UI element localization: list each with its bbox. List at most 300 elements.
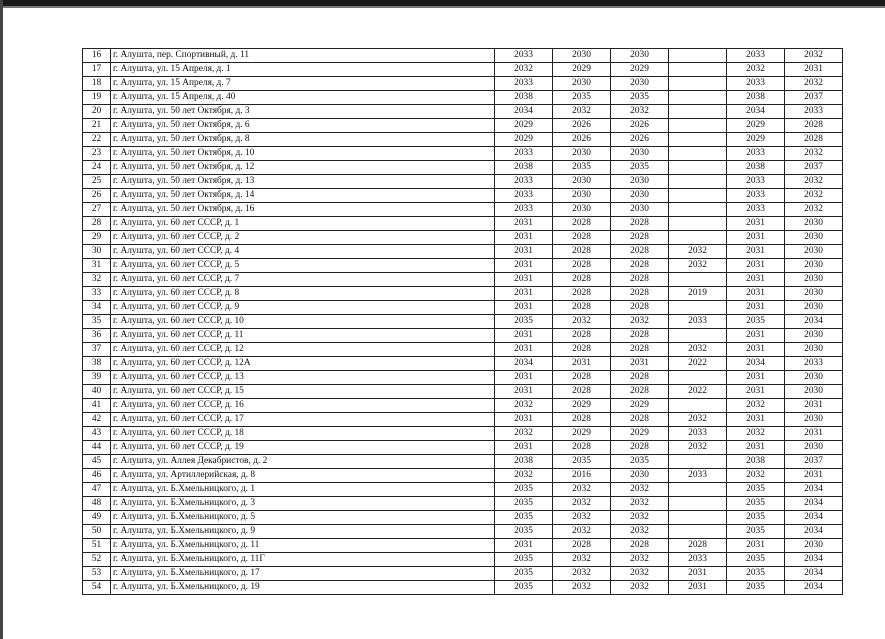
- row-number: 28: [83, 217, 111, 231]
- table-body: [83, 49, 843, 595]
- address-cell: г. Алушта, ул. Б.Хмельницкого, д. 9: [111, 525, 495, 539]
- table-row: [83, 217, 843, 231]
- table-row: [83, 91, 843, 105]
- year-cell: 2028: [785, 119, 843, 133]
- address-cell: г. Алушта, ул. Б.Хмельницкого, д. 5: [111, 511, 495, 525]
- row-number: 27: [83, 203, 111, 217]
- row-number: 32: [83, 273, 111, 287]
- year-cell: [669, 105, 727, 119]
- table-row: [83, 133, 843, 147]
- address-cell: г. Алушта, ул. 60 лет СССР, д. 5: [111, 259, 495, 273]
- year-cell: 2028: [611, 217, 669, 231]
- year-cell: 2029: [727, 133, 785, 147]
- year-cell: 2031: [727, 301, 785, 315]
- year-cell: 2028: [611, 245, 669, 259]
- year-cell: 2035: [553, 455, 611, 469]
- address-cell: г. Алушта, ул. 60 лет СССР, д. 1: [111, 217, 495, 231]
- row-number: 39: [83, 371, 111, 385]
- row-number: 37: [83, 343, 111, 357]
- table-row: [83, 63, 843, 77]
- year-cell: 2030: [553, 189, 611, 203]
- year-cell: 2031: [495, 287, 553, 301]
- year-cell: 2028: [553, 413, 611, 427]
- year-cell: 2035: [611, 161, 669, 175]
- year-cell: 2032: [611, 315, 669, 329]
- row-number: 44: [83, 441, 111, 455]
- address-cell: г. Алушта, ул. 60 лет СССР, д. 18: [111, 427, 495, 441]
- table-row: [83, 553, 843, 567]
- year-cell: 2028: [553, 539, 611, 553]
- year-cell: 2038: [495, 455, 553, 469]
- year-cell: 2028: [611, 259, 669, 273]
- address-cell: г. Алушта, ул. Артиллерийская, д. 8: [111, 469, 495, 483]
- row-number: 43: [83, 427, 111, 441]
- year-cell: 2030: [785, 385, 843, 399]
- year-cell: 2031: [669, 581, 727, 595]
- year-cell: [669, 273, 727, 287]
- address-cell: г. Алушта, ул. 50 лет Октября, д. 8: [111, 133, 495, 147]
- row-number: 22: [83, 133, 111, 147]
- year-cell: 2032: [553, 581, 611, 595]
- year-cell: 2032: [611, 483, 669, 497]
- year-cell: 2029: [611, 63, 669, 77]
- year-cell: 2031: [785, 427, 843, 441]
- year-cell: 2031: [495, 259, 553, 273]
- year-cell: 2032: [553, 525, 611, 539]
- table-row: [83, 497, 843, 511]
- table-row: [83, 399, 843, 413]
- year-cell: 2034: [785, 315, 843, 329]
- year-cell: 2030: [611, 203, 669, 217]
- year-cell: 2031: [495, 343, 553, 357]
- year-cell: 2031: [727, 343, 785, 357]
- year-cell: 2032: [553, 567, 611, 581]
- year-cell: 2030: [785, 287, 843, 301]
- year-cell: 2035: [495, 567, 553, 581]
- year-cell: 2032: [553, 553, 611, 567]
- year-cell: 2028: [553, 301, 611, 315]
- address-cell: г. Алушта, ул. 50 лет Октября, д. 12: [111, 161, 495, 175]
- year-cell: 2031: [785, 63, 843, 77]
- year-cell: 2031: [495, 413, 553, 427]
- year-cell: 2032: [553, 483, 611, 497]
- year-cell: 2032: [727, 427, 785, 441]
- year-cell: 2031: [495, 245, 553, 259]
- year-cell: [669, 49, 727, 63]
- row-number: 31: [83, 259, 111, 273]
- row-number: 49: [83, 511, 111, 525]
- table-row: [83, 329, 843, 343]
- year-cell: 2032: [611, 553, 669, 567]
- year-cell: 2033: [495, 77, 553, 91]
- year-cell: 2030: [785, 539, 843, 553]
- year-cell: 2028: [611, 413, 669, 427]
- year-cell: 2037: [785, 91, 843, 105]
- address-cell: г. Алушта, ул. 60 лет СССР, д. 12: [111, 343, 495, 357]
- year-cell: 2031: [495, 301, 553, 315]
- year-cell: [669, 189, 727, 203]
- table-row: [83, 49, 843, 63]
- address-cell: г. Алушта, ул. 60 лет СССР, д. 12А: [111, 357, 495, 371]
- address-cell: г. Алушта, ул. 50 лет Октября, д. 10: [111, 147, 495, 161]
- year-cell: 2033: [785, 105, 843, 119]
- table-row: [83, 231, 843, 245]
- address-cell: г. Алушта, ул. 15 Апреля, д. 7: [111, 77, 495, 91]
- table-row: [83, 203, 843, 217]
- year-cell: 2030: [785, 301, 843, 315]
- year-cell: 2028: [553, 343, 611, 357]
- year-cell: 2031: [727, 539, 785, 553]
- row-number: 29: [83, 231, 111, 245]
- year-cell: 2032: [611, 525, 669, 539]
- year-cell: 2038: [727, 91, 785, 105]
- year-cell: 2031: [785, 399, 843, 413]
- year-cell: 2032: [727, 399, 785, 413]
- year-cell: 2038: [495, 91, 553, 105]
- year-cell: 2033: [669, 469, 727, 483]
- year-cell: 2037: [785, 455, 843, 469]
- year-cell: 2032: [553, 497, 611, 511]
- year-cell: 2037: [785, 161, 843, 175]
- table-row: [83, 119, 843, 133]
- year-cell: 2030: [785, 371, 843, 385]
- year-cell: [669, 497, 727, 511]
- year-cell: 2032: [785, 147, 843, 161]
- year-cell: 2033: [727, 175, 785, 189]
- address-cell: г. Алушта, ул. 50 лет Октября, д. 6: [111, 119, 495, 133]
- year-cell: 2032: [611, 567, 669, 581]
- year-cell: 2038: [727, 455, 785, 469]
- year-cell: 2033: [785, 357, 843, 371]
- year-cell: 2031: [611, 357, 669, 371]
- year-cell: 2030: [553, 77, 611, 91]
- row-number: 51: [83, 539, 111, 553]
- table-row: [83, 371, 843, 385]
- row-number: 16: [83, 49, 111, 63]
- address-cell: г. Алушта, ул. Б.Хмельницкого, д. 11Г: [111, 553, 495, 567]
- year-cell: [669, 217, 727, 231]
- row-number: 34: [83, 301, 111, 315]
- year-cell: 2031: [495, 217, 553, 231]
- year-cell: 2032: [785, 175, 843, 189]
- row-number: 26: [83, 189, 111, 203]
- address-cell: г. Алушта, ул. 60 лет СССР, д. 9: [111, 301, 495, 315]
- year-cell: 2033: [669, 315, 727, 329]
- year-cell: 2032: [669, 441, 727, 455]
- row-number: 19: [83, 91, 111, 105]
- table-row: [83, 175, 843, 189]
- year-cell: 2034: [785, 567, 843, 581]
- table-row: [83, 245, 843, 259]
- address-cell: г. Алушта, ул. 50 лет Октября, д. 14: [111, 189, 495, 203]
- year-cell: 2033: [727, 203, 785, 217]
- year-cell: 2028: [553, 245, 611, 259]
- year-cell: 2030: [553, 175, 611, 189]
- row-number: 30: [83, 245, 111, 259]
- table-row: [83, 581, 843, 595]
- year-cell: [669, 511, 727, 525]
- year-cell: 2032: [553, 105, 611, 119]
- scan-edge-shadow: [0, 6, 885, 8]
- year-cell: 2032: [727, 469, 785, 483]
- year-cell: 2035: [495, 525, 553, 539]
- row-number: 38: [83, 357, 111, 371]
- year-cell: 2034: [785, 511, 843, 525]
- year-cell: 2031: [727, 231, 785, 245]
- table-row: [83, 189, 843, 203]
- address-cell: г. Алушта, ул. 60 лет СССР, д. 11: [111, 329, 495, 343]
- year-cell: 2033: [495, 147, 553, 161]
- row-number: 20: [83, 105, 111, 119]
- year-cell: 2028: [553, 273, 611, 287]
- year-cell: 2030: [611, 77, 669, 91]
- year-cell: 2030: [553, 49, 611, 63]
- table-row: [83, 105, 843, 119]
- year-cell: 2034: [785, 483, 843, 497]
- row-number: 17: [83, 63, 111, 77]
- year-cell: 2029: [553, 63, 611, 77]
- year-cell: [669, 301, 727, 315]
- address-cell: г. Алушта, ул. 50 лет Октября, д. 13: [111, 175, 495, 189]
- year-cell: 2032: [669, 259, 727, 273]
- year-cell: [669, 483, 727, 497]
- address-cell: г. Алушта, ул. 60 лет СССР, д. 13: [111, 371, 495, 385]
- year-cell: 2032: [611, 511, 669, 525]
- year-cell: 2032: [669, 343, 727, 357]
- year-cell: 2030: [785, 245, 843, 259]
- table-row: [83, 259, 843, 273]
- year-cell: 2032: [611, 581, 669, 595]
- scan-edge-left: [0, 0, 3, 639]
- year-cell: 2031: [495, 329, 553, 343]
- year-cell: 2030: [785, 441, 843, 455]
- year-cell: 2033: [727, 49, 785, 63]
- year-cell: 2032: [785, 49, 843, 63]
- year-cell: 2032: [611, 105, 669, 119]
- year-cell: [669, 525, 727, 539]
- year-cell: 2028: [611, 273, 669, 287]
- row-number: 24: [83, 161, 111, 175]
- year-cell: 2028: [611, 441, 669, 455]
- year-cell: 2028: [553, 287, 611, 301]
- year-cell: 2022: [669, 357, 727, 371]
- year-cell: 2030: [611, 147, 669, 161]
- year-cell: [669, 455, 727, 469]
- year-cell: 2031: [495, 231, 553, 245]
- address-cell: г. Алушта, ул. 15 Апреля, д. 1: [111, 63, 495, 77]
- year-cell: 2032: [669, 413, 727, 427]
- table-row: [83, 301, 843, 315]
- year-cell: [669, 231, 727, 245]
- year-cell: 2031: [727, 371, 785, 385]
- year-cell: [669, 203, 727, 217]
- year-cell: 2033: [669, 553, 727, 567]
- address-cell: г. Алушта, ул. 60 лет СССР, д. 19: [111, 441, 495, 455]
- year-cell: [669, 91, 727, 105]
- year-cell: 2028: [553, 231, 611, 245]
- table-row: [83, 161, 843, 175]
- year-cell: 2031: [727, 385, 785, 399]
- year-cell: 2034: [495, 105, 553, 119]
- year-cell: 2019: [669, 287, 727, 301]
- year-cell: 2028: [553, 441, 611, 455]
- year-cell: 2031: [495, 441, 553, 455]
- year-cell: 2033: [495, 189, 553, 203]
- table-row: [83, 539, 843, 553]
- year-cell: 2032: [727, 63, 785, 77]
- address-cell: г. Алушта, ул. 60 лет СССР, д. 16: [111, 399, 495, 413]
- year-cell: 2031: [727, 329, 785, 343]
- address-cell: г. Алушта, ул. 60 лет СССР, д. 10: [111, 315, 495, 329]
- year-cell: 2035: [495, 553, 553, 567]
- table-row: [83, 469, 843, 483]
- year-cell: 2031: [727, 273, 785, 287]
- year-cell: 2032: [553, 511, 611, 525]
- year-cell: 2031: [669, 567, 727, 581]
- year-cell: 2030: [785, 413, 843, 427]
- year-cell: [669, 133, 727, 147]
- year-cell: [669, 175, 727, 189]
- housing-schedule-table: [82, 48, 843, 595]
- year-cell: 2035: [727, 483, 785, 497]
- year-cell: 2029: [553, 427, 611, 441]
- address-cell: г. Алушта, ул. 60 лет СССР, д. 17: [111, 413, 495, 427]
- address-cell: г. Алушта, ул. 50 лет Октября, д. 16: [111, 203, 495, 217]
- year-cell: 2034: [727, 357, 785, 371]
- year-cell: 2026: [611, 133, 669, 147]
- year-cell: 2028: [553, 385, 611, 399]
- address-cell: г. Алушта, ул. 60 лет СССР, д. 4: [111, 245, 495, 259]
- year-cell: 2038: [727, 161, 785, 175]
- year-cell: 2029: [611, 399, 669, 413]
- year-cell: 2030: [785, 217, 843, 231]
- year-cell: 2035: [727, 525, 785, 539]
- year-cell: 2033: [495, 49, 553, 63]
- year-cell: 2035: [495, 483, 553, 497]
- year-cell: 2026: [611, 119, 669, 133]
- row-number: 48: [83, 497, 111, 511]
- year-cell: [669, 63, 727, 77]
- year-cell: 2034: [495, 357, 553, 371]
- year-cell: 2031: [785, 469, 843, 483]
- table-row: [83, 511, 843, 525]
- year-cell: 2028: [553, 259, 611, 273]
- table-row: [83, 273, 843, 287]
- year-cell: 2031: [495, 385, 553, 399]
- year-cell: 2032: [495, 469, 553, 483]
- row-number: 50: [83, 525, 111, 539]
- year-cell: 2028: [785, 133, 843, 147]
- year-cell: 2034: [727, 105, 785, 119]
- year-cell: 2031: [495, 539, 553, 553]
- year-cell: 2035: [727, 497, 785, 511]
- year-cell: 2030: [611, 49, 669, 63]
- year-cell: 2034: [785, 497, 843, 511]
- year-cell: 2032: [495, 427, 553, 441]
- year-cell: 2034: [785, 525, 843, 539]
- year-cell: [669, 147, 727, 161]
- year-cell: 2031: [727, 287, 785, 301]
- year-cell: 2032: [785, 77, 843, 91]
- year-cell: [669, 399, 727, 413]
- year-cell: 2035: [553, 91, 611, 105]
- address-cell: г. Алушта, ул. 60 лет СССР, д. 7: [111, 273, 495, 287]
- year-cell: 2035: [553, 161, 611, 175]
- year-cell: 2033: [495, 203, 553, 217]
- year-cell: 2035: [495, 497, 553, 511]
- table-row: [83, 385, 843, 399]
- year-cell: 2028: [611, 539, 669, 553]
- year-cell: 2029: [727, 119, 785, 133]
- year-cell: [669, 371, 727, 385]
- address-cell: г. Алушта, ул. 60 лет СССР, д. 15: [111, 385, 495, 399]
- year-cell: 2026: [553, 133, 611, 147]
- year-cell: 2032: [669, 245, 727, 259]
- table-row: [83, 77, 843, 91]
- year-cell: 2033: [495, 175, 553, 189]
- year-cell: 2028: [611, 287, 669, 301]
- year-cell: 2035: [727, 581, 785, 595]
- row-number: 41: [83, 399, 111, 413]
- address-cell: г. Алушта, пер. Спортивный, д. 11: [111, 49, 495, 63]
- year-cell: 2028: [669, 539, 727, 553]
- table-row: [83, 343, 843, 357]
- row-number: 23: [83, 147, 111, 161]
- year-cell: 2035: [727, 315, 785, 329]
- year-cell: 2026: [553, 119, 611, 133]
- year-cell: [669, 77, 727, 91]
- year-cell: 2031: [727, 217, 785, 231]
- row-number: 33: [83, 287, 111, 301]
- year-cell: 2029: [611, 427, 669, 441]
- table-row: [83, 147, 843, 161]
- year-cell: 2031: [727, 441, 785, 455]
- year-cell: 2030: [611, 189, 669, 203]
- address-cell: г. Алушта, ул. 60 лет СССР, д. 2: [111, 231, 495, 245]
- table-row: [83, 315, 843, 329]
- year-cell: 2031: [553, 357, 611, 371]
- year-cell: 2035: [727, 553, 785, 567]
- address-cell: г. Алушта, ул. Б.Хмельницкого, д. 11: [111, 539, 495, 553]
- row-number: 35: [83, 315, 111, 329]
- year-cell: 2030: [611, 175, 669, 189]
- table-row: [83, 525, 843, 539]
- year-cell: 2031: [727, 413, 785, 427]
- year-cell: 2028: [611, 385, 669, 399]
- row-number: 54: [83, 581, 111, 595]
- year-cell: 2032: [495, 63, 553, 77]
- year-cell: [669, 161, 727, 175]
- year-cell: 2028: [611, 371, 669, 385]
- row-number: 36: [83, 329, 111, 343]
- address-cell: г. Алушта, ул. 60 лет СССР, д. 8: [111, 287, 495, 301]
- year-cell: 2028: [611, 301, 669, 315]
- year-cell: 2031: [495, 371, 553, 385]
- year-cell: 2033: [669, 427, 727, 441]
- row-number: 45: [83, 455, 111, 469]
- year-cell: 2032: [785, 203, 843, 217]
- address-cell: г. Алушта, ул. Аллея Декабристов, д. 2: [111, 455, 495, 469]
- year-cell: 2034: [785, 553, 843, 567]
- year-cell: 2022: [669, 385, 727, 399]
- year-cell: 2030: [785, 343, 843, 357]
- year-cell: 2029: [495, 133, 553, 147]
- year-cell: 2029: [553, 399, 611, 413]
- row-number: 42: [83, 413, 111, 427]
- year-cell: 2035: [727, 567, 785, 581]
- year-cell: 2030: [553, 203, 611, 217]
- year-cell: 2030: [785, 273, 843, 287]
